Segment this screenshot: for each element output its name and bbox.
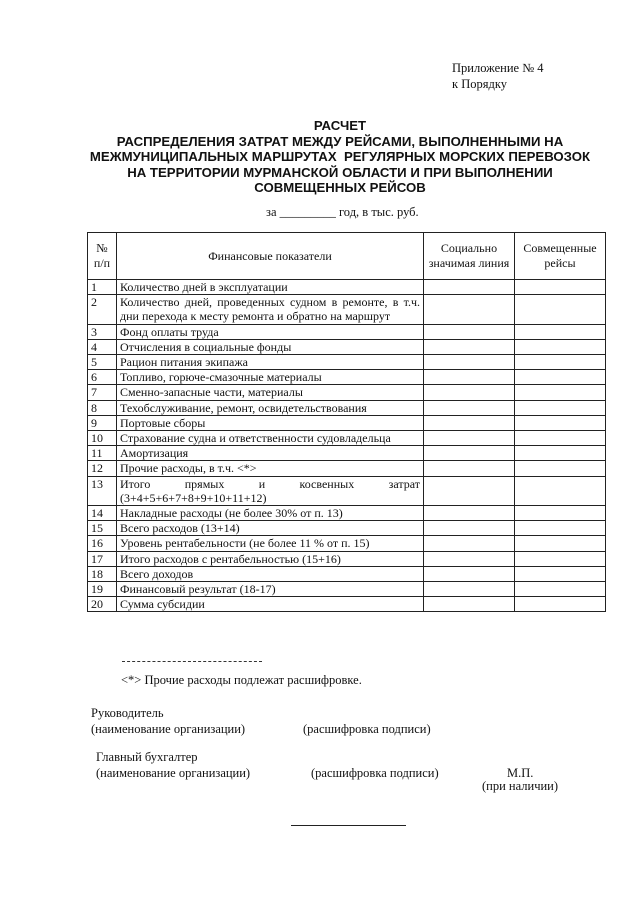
table-row	[88, 597, 606, 612]
row-combined-trips-value	[515, 295, 606, 324]
title-line-1: РАСЧЕТ	[313, 118, 367, 133]
table-row	[88, 355, 606, 370]
accountant-signature-caption: (расшифровка подписи)	[311, 766, 439, 780]
table-row	[88, 339, 606, 354]
row-social-line-value	[424, 536, 515, 551]
annex-order-ref: к Порядку	[452, 77, 507, 91]
row-combined-trips-value	[515, 370, 606, 385]
row-indicator: Итого расходов с рентабельностью (15+16)	[117, 551, 424, 566]
header-num: № п/п	[88, 233, 117, 280]
row-social-line-value	[424, 431, 515, 446]
title-line-3: МЕЖМУНИЦИПАЛЬНЫХ МАРШРУТАХ РЕГУЛЯРНЫХ МОРСКИХ ПЕРЕВОЗОК	[89, 149, 591, 164]
row-combined-trips-value	[515, 551, 606, 566]
header-social-line: Социально значимая линия	[424, 233, 515, 280]
title-line-2: РАСПРЕДЕЛЕНИЯ ЗАТРАТ МЕЖДУ РЕЙСАМИ, ВЫПОЛНЕННЫМИ НА	[116, 133, 564, 149]
row-indicator: Портовые сборы	[117, 415, 424, 430]
row-number: 14	[88, 506, 117, 521]
table-row	[88, 280, 606, 295]
row-social-line-value	[424, 476, 515, 505]
row-indicator: Сумма субсидии	[117, 597, 424, 612]
row-combined-trips-value	[515, 400, 606, 415]
row-number: 11	[88, 446, 117, 461]
table-row	[88, 400, 606, 415]
row-number: 2	[88, 295, 117, 324]
row-number: 15	[88, 521, 117, 536]
annex-reference	[452, 60, 544, 92]
row-social-line-value	[424, 461, 515, 476]
row-social-line-value	[424, 446, 515, 461]
row-indicator: Количество дней в эксплуатации	[117, 280, 424, 295]
row-number: 16	[88, 536, 117, 551]
title-line-5: СОВМЕЩЕННЫХ РЕЙСОВ	[254, 180, 426, 195]
row-social-line-value	[424, 370, 515, 385]
row-social-line-value	[424, 521, 515, 536]
table-row	[88, 551, 606, 566]
row-indicator: Сменно-запасные части, материалы	[117, 385, 424, 400]
table-row	[88, 295, 606, 324]
row-social-line-value	[424, 355, 515, 370]
row-combined-trips-value	[515, 566, 606, 581]
row-indicator: Фонд оплаты труда	[117, 324, 424, 339]
table-row	[88, 566, 606, 581]
head-org-caption: (наименование организации)	[91, 722, 246, 736]
row-combined-trips-value	[515, 582, 606, 597]
row-indicator: Прочие расходы, в т.ч. <*>	[117, 461, 424, 476]
row-social-line-value	[424, 295, 515, 324]
row-indicator: Финансовый результат (18-17)	[117, 582, 424, 597]
table-row	[88, 431, 606, 446]
cost-distribution-table	[87, 232, 606, 612]
header-combined-trips: Совмещенные рейсы	[515, 233, 606, 280]
row-number: 12	[88, 461, 117, 476]
row-social-line-value	[424, 582, 515, 597]
annex-number: Приложение № 4	[452, 61, 544, 75]
row-combined-trips-value	[515, 431, 606, 446]
row-indicator: Страхование судна и ответственности судовладельца	[117, 431, 424, 446]
stamp-note: (при наличии)	[482, 779, 559, 793]
row-number: 19	[88, 582, 117, 597]
row-social-line-value	[424, 597, 515, 612]
bottom-separator-line	[291, 825, 406, 826]
row-social-line-value	[424, 506, 515, 521]
row-combined-trips-value	[515, 324, 606, 339]
table-row	[88, 476, 606, 505]
row-number: 6	[88, 370, 117, 385]
table-row	[88, 370, 606, 385]
accountant-org-caption: (наименование организации)	[96, 766, 251, 780]
row-combined-trips-value	[515, 521, 606, 536]
row-indicator: Отчисления в социальные фонды	[117, 339, 424, 354]
row-number: 13	[88, 476, 117, 505]
row-combined-trips-value	[515, 536, 606, 551]
row-number: 17	[88, 551, 117, 566]
table-row	[88, 582, 606, 597]
table-row	[88, 415, 606, 430]
stamp-label: М.П.	[507, 766, 534, 780]
row-indicator: Уровень рентабельности (не более 11 % от п. 15)	[117, 536, 424, 551]
row-social-line-value	[424, 400, 515, 415]
row-combined-trips-value	[515, 385, 606, 400]
row-social-line-value	[424, 415, 515, 430]
accountant-label: Главный бухгалтер	[96, 750, 198, 764]
row-indicator: Амортизация	[117, 446, 424, 461]
row-indicator: Количество дней, проведенных судном в ремонте, в т.ч. дни перехода к месту ремонта и обратно на маршрут	[117, 295, 424, 324]
row-indicator: Всего расходов (13+14)	[117, 521, 424, 536]
document-title	[60, 118, 620, 196]
row-indicator: Итого прямых и косвенных затрат (3+4+5+6+7+8+9+10+11+12)	[117, 476, 424, 505]
row-social-line-value	[424, 385, 515, 400]
footnote: <*> Прочие расходы подлежат расшифровке.	[121, 673, 362, 687]
row-number: 4	[88, 339, 117, 354]
row-number: 9	[88, 415, 117, 430]
table-row	[88, 385, 606, 400]
row-number: 5	[88, 355, 117, 370]
row-number: 20	[88, 597, 117, 612]
row-indicator: Всего доходов	[117, 566, 424, 581]
row-social-line-value	[424, 339, 515, 354]
row-combined-trips-value	[515, 461, 606, 476]
table-header-row	[88, 233, 606, 280]
table-row	[88, 324, 606, 339]
table-row	[88, 521, 606, 536]
row-combined-trips-value	[515, 446, 606, 461]
row-number: 3	[88, 324, 117, 339]
row-indicator: Топливо, горюче-смазочные материалы	[117, 370, 424, 385]
row-combined-trips-value	[515, 355, 606, 370]
row-combined-trips-value	[515, 339, 606, 354]
row-combined-trips-value	[515, 506, 606, 521]
row-number: 10	[88, 431, 117, 446]
table-row	[88, 506, 606, 521]
header-indicator: Финансовые показатели	[117, 233, 424, 280]
row-indicator: Накладные расходы (не более 30% от п. 13)	[117, 506, 424, 521]
row-social-line-value	[424, 324, 515, 339]
row-social-line-value	[424, 551, 515, 566]
head-signature-caption: (расшифровка подписи)	[303, 722, 431, 736]
row-number: 7	[88, 385, 117, 400]
row-indicator: Техобслуживание, ремонт, освидетельствования	[117, 400, 424, 415]
row-number: 1	[88, 280, 117, 295]
row-social-line-value	[424, 280, 515, 295]
row-combined-trips-value	[515, 415, 606, 430]
row-combined-trips-value	[515, 280, 606, 295]
row-combined-trips-value	[515, 597, 606, 612]
row-number: 8	[88, 400, 117, 415]
table-row	[88, 461, 606, 476]
head-label: Руководитель	[91, 706, 164, 720]
footnote-separator	[122, 661, 262, 662]
title-line-4: НА ТЕРРИТОРИИ МУРМАНСКОЙ ОБЛАСТИ И ПРИ ВЫПОЛНЕНИИ	[127, 164, 553, 180]
row-social-line-value	[424, 566, 515, 581]
row-number: 18	[88, 566, 117, 581]
table-body	[88, 280, 606, 612]
table-row	[88, 536, 606, 551]
table-row	[88, 446, 606, 461]
row-indicator: Рацион питания экипажа	[117, 355, 424, 370]
reporting-period: за _________ год, в тыс. руб.	[266, 205, 419, 219]
row-combined-trips-value	[515, 476, 606, 505]
